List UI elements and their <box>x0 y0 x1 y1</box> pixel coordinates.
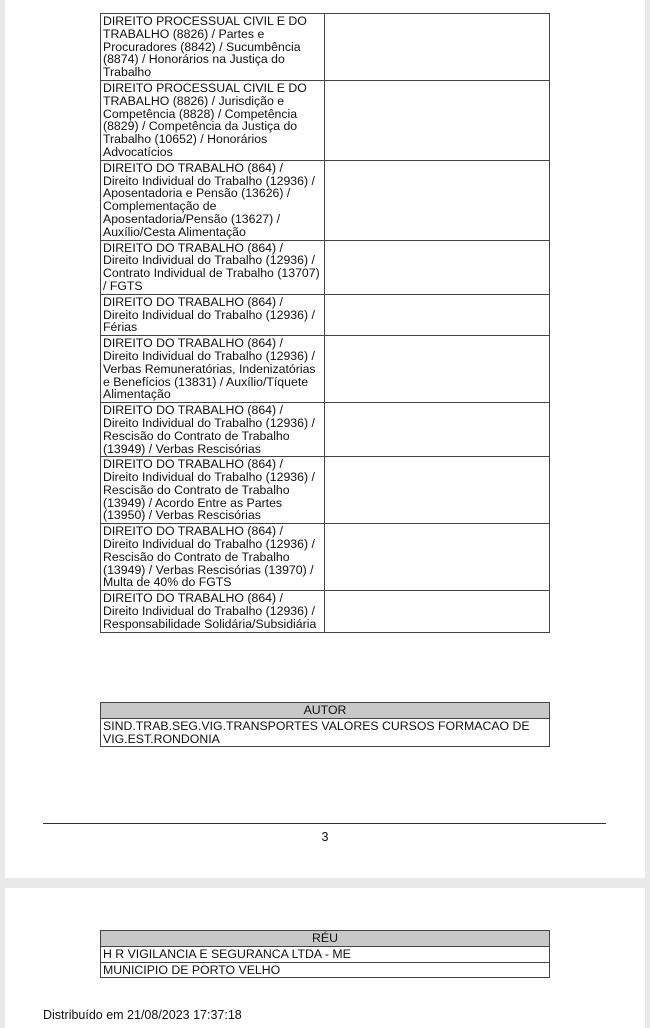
subject-cell: DIREITO PROCESSUAL CIVIL E DO TRABALHO (8826) / Partes e Procuradores (8842) / Sucumbência (8874) / Honorários na Justiça do Trabalho <box>101 14 325 81</box>
empty-cell <box>324 591 549 632</box>
subject-cell: DIREITO DO TRABALHO (864) / Direito Individual do Trabalho (12936) / Rescisão do Contrato de Trabalho (13949) / Acordo Entre as Partes (13950) / Verbas Rescisórias <box>101 457 325 524</box>
reu-name: H R VIGILANCIA E SEGURANCA LTDA - ME <box>101 946 550 962</box>
empty-cell <box>324 240 549 294</box>
subject-row <box>101 160 550 240</box>
subject-cell: DIREITO DO TRABALHO (864) / Direito Individual do Trabalho (12936) / Rescisão do Contrato de Trabalho (13949) / Verbas Rescisórias (13970) / Multa de 40% do FGTS <box>101 524 325 591</box>
subject-row <box>101 524 550 591</box>
reu-name: MUNICIPIO DE PORTO VELHO <box>101 962 550 978</box>
distribution-date: Distribuído em 21/08/2023 17:37:18 <box>43 1008 242 1022</box>
page-number: 3 <box>321 830 329 844</box>
subject-cell: DIREITO DO TRABALHO (864) / Direito Individual do Trabalho (12936) / Férias <box>101 294 325 335</box>
subject-cell: DIREITO DO TRABALHO (864) / Direito Individual do Trabalho (12936) / Contrato Individual de Trabalho (13707) / FGTS <box>101 240 325 294</box>
reu-header: RÉU <box>101 931 550 947</box>
footer-divider <box>43 823 606 824</box>
subject-cell: DIREITO DO TRABALHO (864) / Direito Individual do Trabalho (12936) / Verbas Remuneratórias, Indenizatórias e Benefícios (13831) / Auxílio/Tíquete Alimentação <box>101 336 325 403</box>
empty-cell <box>324 294 549 335</box>
subjects-table <box>100 13 550 633</box>
subject-row <box>101 457 550 524</box>
subject-row <box>101 240 550 294</box>
empty-cell <box>324 403 549 457</box>
subject-cell: DIREITO DO TRABALHO (864) / Direito Individual do Trabalho (12936) / Responsabilidade Solidária/Subsidiária <box>101 591 325 632</box>
empty-cell <box>324 14 549 81</box>
reu-table <box>100 930 550 978</box>
subject-row <box>101 14 550 81</box>
empty-cell <box>324 524 549 591</box>
autor-header: AUTOR <box>101 703 550 719</box>
autor-table <box>100 702 550 747</box>
subject-cell: DIREITO PROCESSUAL CIVIL E DO TRABALHO (8826) / Jurisdição e Competência (8828) / Competência (8829) / Competência da Justiça do Trabalho (10652) / Honorários Advocatícios <box>101 80 325 160</box>
autor-name: SIND.TRAB.SEG.VIG.TRANSPORTES VALORES CURSOS FORMACAO DE VIG.EST.RONDONIA <box>101 718 550 747</box>
subject-cell: DIREITO DO TRABALHO (864) / Direito Individual do Trabalho (12936) / Aposentadoria e Pensão (13626) / Complementação de Aposentadoria/Pensão (13627) / Auxílio/Cesta Alimentação <box>101 160 325 240</box>
empty-cell <box>324 457 549 524</box>
empty-cell <box>324 160 549 240</box>
subject-row <box>101 80 550 160</box>
subject-row <box>101 336 550 403</box>
empty-cell <box>324 80 549 160</box>
document-page-4 <box>5 888 645 1028</box>
subject-row <box>101 294 550 335</box>
subject-row <box>101 591 550 632</box>
document-page-3 <box>5 0 645 878</box>
empty-cell <box>324 336 549 403</box>
subject-cell: DIREITO DO TRABALHO (864) / Direito Individual do Trabalho (12936) / Rescisão do Contrato de Trabalho (13949) / Verbas Rescisórias <box>101 403 325 457</box>
subject-row <box>101 403 550 457</box>
